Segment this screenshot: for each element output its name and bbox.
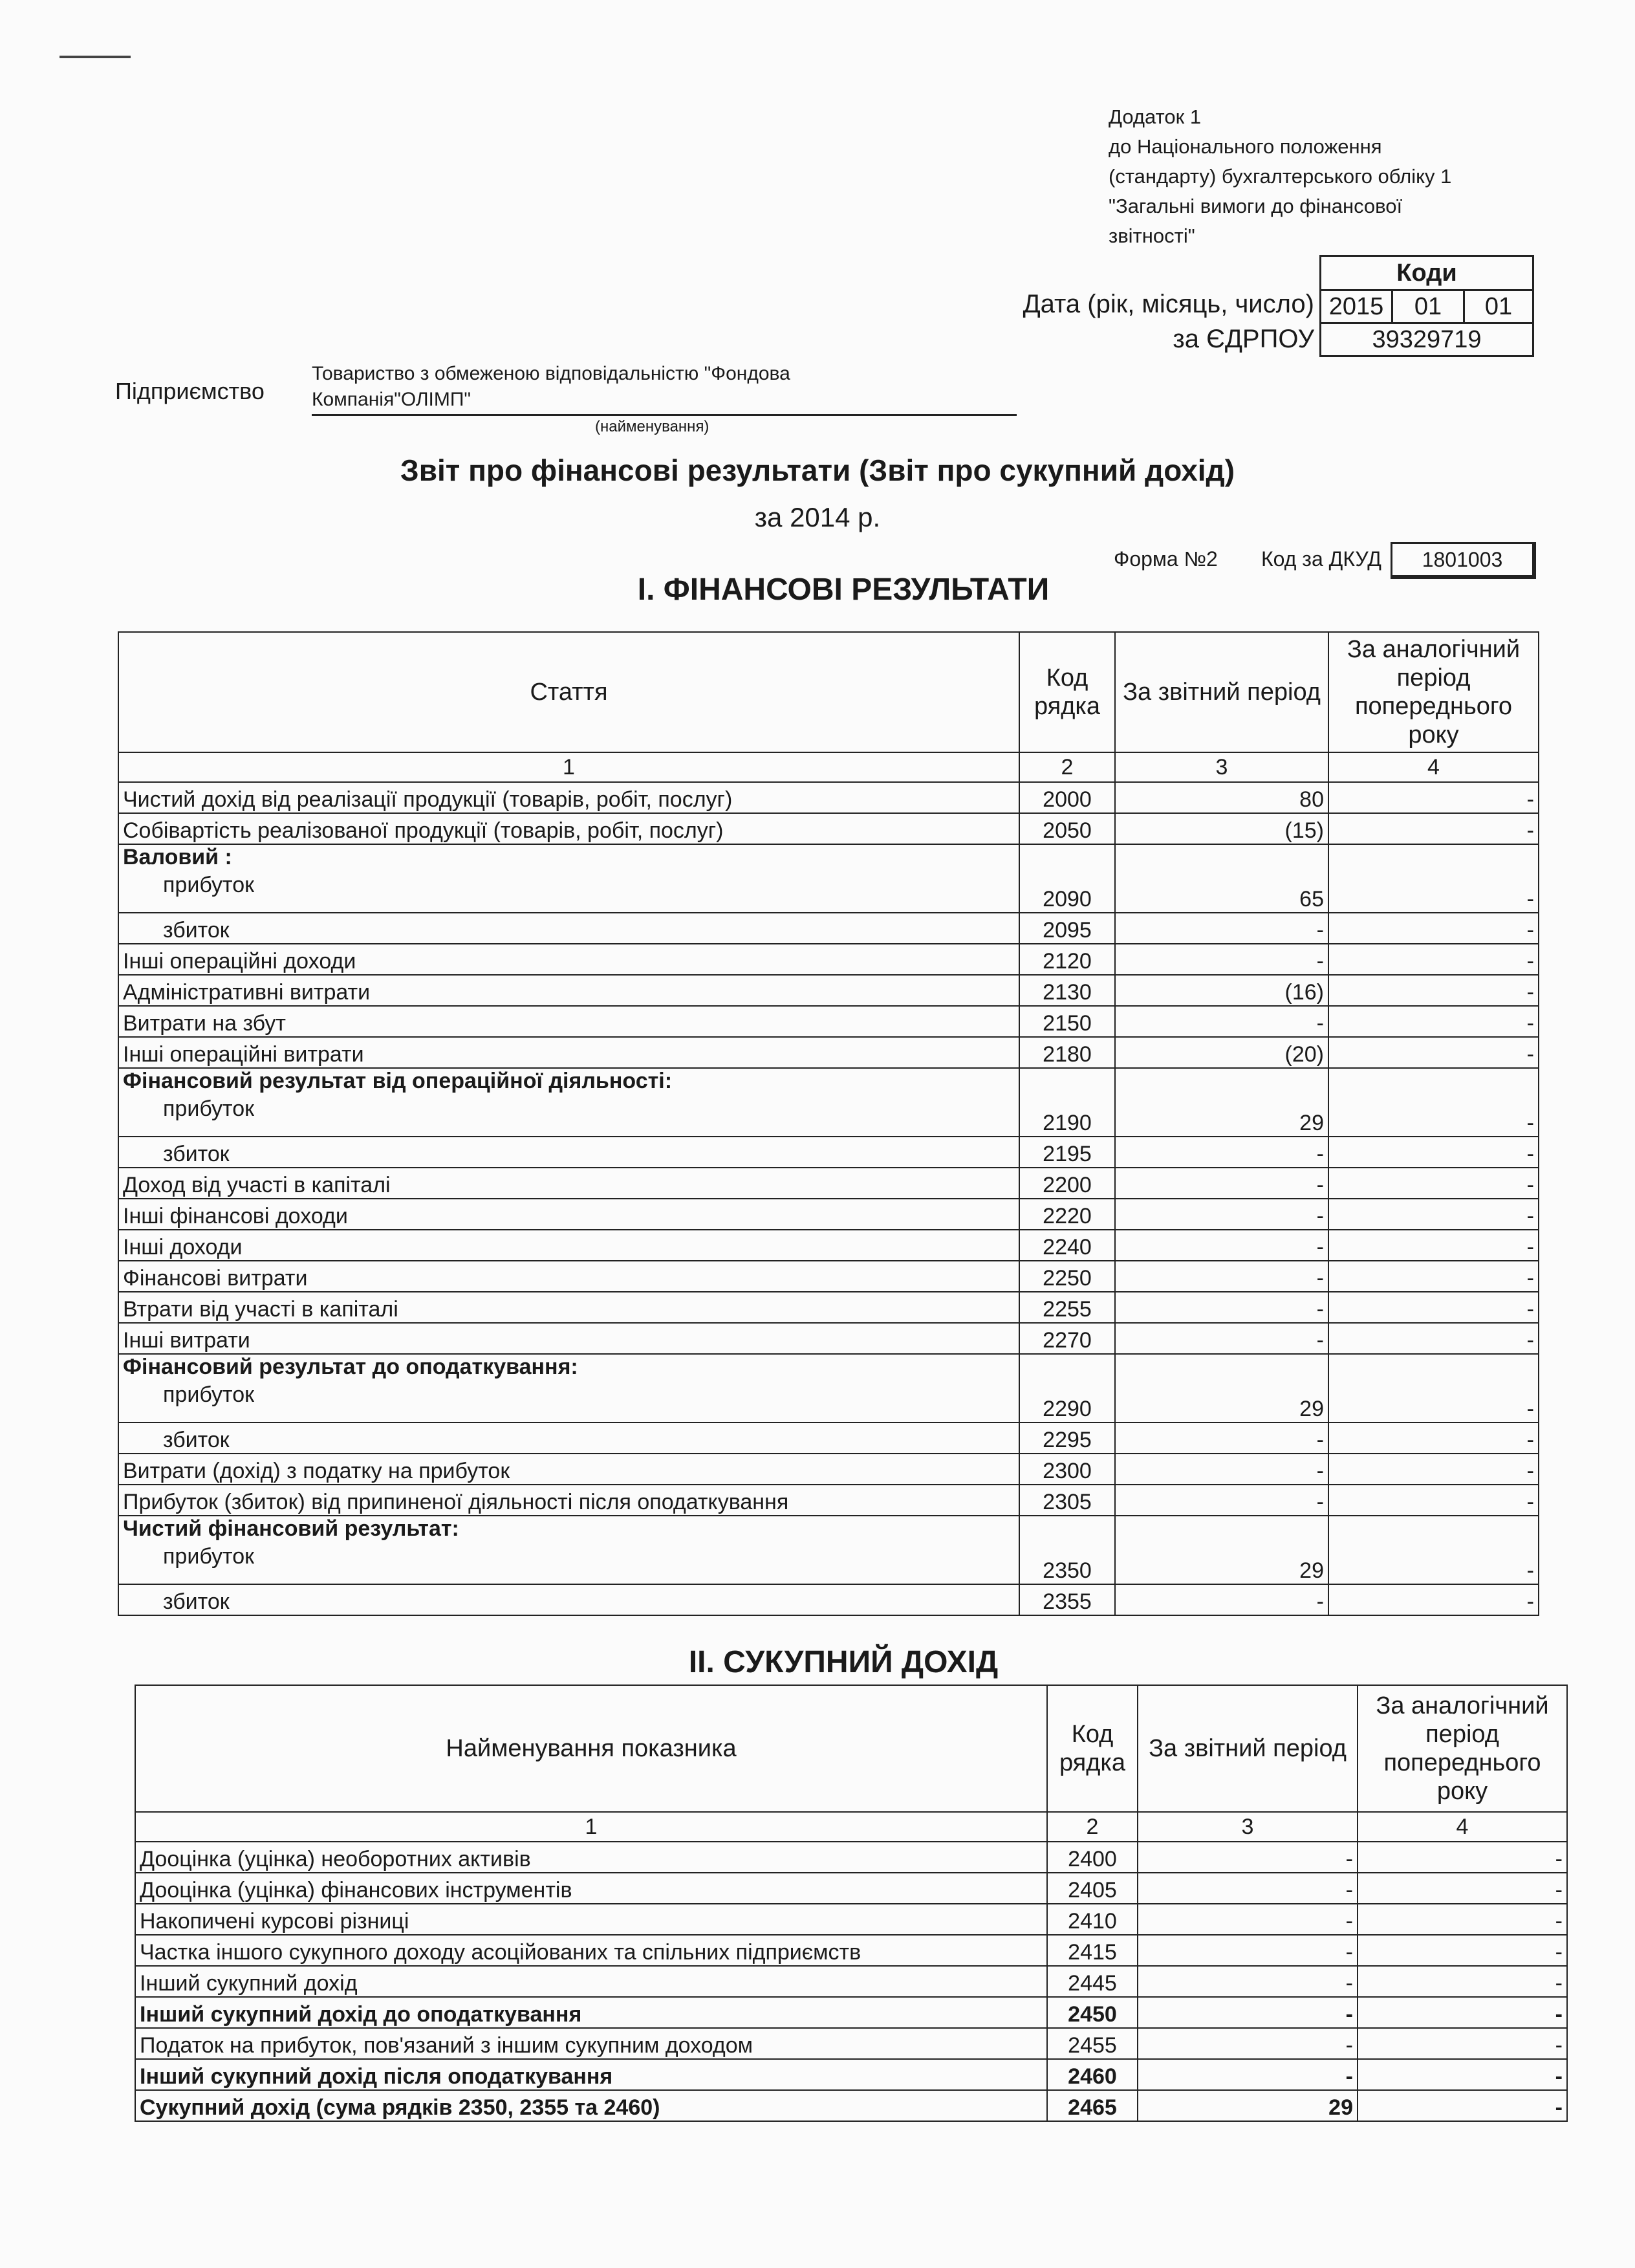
table-row — [135, 1842, 1567, 1873]
row-previous: - — [1358, 2028, 1567, 2059]
row-label — [118, 844, 1019, 913]
row-code: 2465 — [1047, 2090, 1138, 2121]
row-current: - — [1115, 1485, 1328, 1516]
row-previous: - — [1328, 1068, 1539, 1137]
row-label: збиток — [118, 913, 1019, 944]
row-current: - — [1115, 944, 1328, 975]
row-previous: - — [1328, 844, 1539, 913]
row-code: 2295 — [1019, 1423, 1115, 1454]
enterprise-label: Підприємство — [115, 378, 265, 404]
table-row — [118, 1323, 1539, 1354]
row-label: Фінансові витрати — [118, 1261, 1019, 1292]
row-current: - — [1138, 1842, 1358, 1873]
table-row — [135, 2059, 1567, 2090]
group-label: Фінансовий результат до оподаткування: — [123, 1355, 578, 1379]
table-row — [135, 2028, 1567, 2059]
table-row — [118, 1230, 1539, 1261]
row-current: - — [1138, 2059, 1358, 2090]
row-previous: - — [1328, 944, 1539, 975]
col-number: 1 — [135, 1812, 1047, 1842]
row-current: 29 — [1115, 1516, 1328, 1584]
row-previous: - — [1328, 1323, 1539, 1354]
row-code: 2180 — [1019, 1037, 1115, 1068]
row-code: 2090 — [1019, 844, 1115, 913]
enterprise-name — [312, 361, 1017, 416]
date-day: 01 — [1464, 290, 1533, 323]
row-current: - — [1115, 1006, 1328, 1037]
col-number: 3 — [1138, 1812, 1358, 1842]
row-previous: - — [1328, 813, 1539, 844]
group-label: Чистий фінансовий результат: — [123, 1516, 459, 1541]
row-current: (16) — [1115, 975, 1328, 1006]
table-row — [118, 844, 1539, 913]
row-current: 65 — [1115, 844, 1328, 913]
row-code: 2190 — [1019, 1068, 1115, 1137]
row-previous: - — [1328, 913, 1539, 944]
row-current: - — [1138, 1966, 1358, 1997]
row-label: Адміністративні витрати — [118, 975, 1019, 1006]
row-code: 2220 — [1019, 1199, 1115, 1230]
row-label: Інші доходи — [118, 1230, 1019, 1261]
edrpou-label: за ЄДРПОУ — [1173, 325, 1314, 353]
table-row — [118, 1068, 1539, 1137]
col-number: 2 — [1047, 1812, 1138, 1842]
table-row — [118, 1261, 1539, 1292]
col-number: 1 — [118, 752, 1019, 782]
row-label: Доход від участі в капіталі — [118, 1168, 1019, 1199]
report-period: за 2014 р. — [754, 502, 881, 532]
row-current: - — [1115, 1323, 1328, 1354]
enterprise-name-line: Компанія"ОЛІМП" — [312, 389, 471, 410]
row-current: - — [1138, 2028, 1358, 2059]
row-current: - — [1138, 1904, 1358, 1935]
table-row — [118, 1516, 1539, 1584]
row-label: Дооцінка (уцінка) фінансових інструментів — [135, 1873, 1047, 1904]
table-row — [118, 1292, 1539, 1323]
row-code: 2150 — [1019, 1006, 1115, 1037]
table-row — [118, 1423, 1539, 1454]
row-current: - — [1115, 1230, 1328, 1261]
codes-box — [1319, 255, 1534, 357]
table-row — [118, 944, 1539, 975]
row-current: - — [1115, 1261, 1328, 1292]
appendix-line: (стандарту) бухгалтерського обліку 1 — [1109, 165, 1452, 188]
row-previous: - — [1328, 1006, 1539, 1037]
row-current: - — [1115, 1199, 1328, 1230]
row-previous: - — [1328, 1230, 1539, 1261]
row-previous: - — [1328, 1037, 1539, 1068]
row-current: 29 — [1138, 2090, 1358, 2121]
row-current: - — [1115, 1584, 1328, 1615]
report-title: Звіт про фінансові результати (Звіт про сукупний дохід) — [400, 453, 1235, 487]
row-label: Інший сукупний дохід до оподаткування — [135, 1997, 1047, 2028]
table-row — [118, 975, 1539, 1006]
row-current: - — [1115, 1168, 1328, 1199]
row-label-text: прибуток — [163, 1096, 255, 1121]
row-label: Інший сукупний дохід після оподаткування — [135, 2059, 1047, 2090]
row-code: 2120 — [1019, 944, 1115, 975]
row-label: Інші фінансові доходи — [118, 1199, 1019, 1230]
row-previous: - — [1328, 1354, 1539, 1423]
row-label: Інші операційні доходи — [118, 944, 1019, 975]
table-row — [118, 1454, 1539, 1485]
row-label: Інші операційні витрати — [118, 1037, 1019, 1068]
row-code: 2095 — [1019, 913, 1115, 944]
row-code: 2300 — [1019, 1454, 1115, 1485]
table-row — [118, 1485, 1539, 1516]
appendix-line: Додаток 1 — [1109, 105, 1202, 128]
row-label: Витрати (дохід) з податку на прибуток — [118, 1454, 1019, 1485]
row-label: Накопичені курсові різниці — [135, 1904, 1047, 1935]
row-previous: - — [1328, 1199, 1539, 1230]
row-code: 2255 — [1019, 1292, 1115, 1323]
row-previous: - — [1328, 1292, 1539, 1323]
appendix-note — [1109, 102, 1548, 251]
row-label — [118, 1516, 1019, 1584]
row-current: - — [1115, 1454, 1328, 1485]
col-number: 3 — [1115, 752, 1328, 782]
header-current: За звітний період — [1115, 632, 1328, 752]
row-previous: - — [1328, 1485, 1539, 1516]
row-current: - — [1138, 1935, 1358, 1966]
row-label: Втрати від участі в капіталі — [118, 1292, 1019, 1323]
row-previous: - — [1328, 1454, 1539, 1485]
row-label — [118, 1354, 1019, 1423]
row-previous: - — [1328, 975, 1539, 1006]
row-code: 2000 — [1019, 782, 1115, 813]
row-previous: - — [1358, 2090, 1567, 2121]
row-previous: - — [1358, 1904, 1567, 1935]
row-previous: - — [1328, 1261, 1539, 1292]
corner-dash — [60, 56, 131, 58]
row-current: - — [1115, 1423, 1328, 1454]
table-row — [135, 2090, 1567, 2121]
table-row — [135, 1997, 1567, 2028]
table-row — [118, 1006, 1539, 1037]
header-previous: За аналогічний період попереднього року — [1358, 1685, 1567, 1812]
row-code: 2290 — [1019, 1354, 1115, 1423]
row-label: Чистий дохід від реалізації продукції (товарів, робіт, послуг) — [118, 782, 1019, 813]
row-label: Частка іншого сукупного доходу асоційованих та спільних підприємств — [135, 1935, 1047, 1966]
row-code: 2460 — [1047, 2059, 1138, 2090]
dkud-code: 1801003 — [1391, 542, 1536, 579]
row-previous: - — [1358, 1873, 1567, 1904]
row-current: - — [1115, 1137, 1328, 1168]
row-code: 2195 — [1019, 1137, 1115, 1168]
table-row — [118, 782, 1539, 813]
section2-title: ІІ. СУКУПНИЙ ДОХІД — [688, 1645, 999, 1679]
header-indicator: Найменування показника — [135, 1685, 1047, 1812]
form-label: Форма №2 — [1114, 547, 1218, 571]
row-code: 2130 — [1019, 975, 1115, 1006]
table-row — [135, 1873, 1567, 1904]
row-previous: - — [1358, 1935, 1567, 1966]
row-code: 2400 — [1047, 1842, 1138, 1873]
row-label-text: прибуток — [163, 1544, 255, 1569]
appendix-line: звітності" — [1109, 224, 1195, 247]
row-previous: - — [1328, 782, 1539, 813]
row-previous: - — [1358, 2059, 1567, 2090]
row-label: Сукупний дохід (сума рядків 2350, 2355 та 2460) — [135, 2090, 1047, 2121]
date-label: Дата (рік, місяць, число) — [1023, 290, 1314, 318]
row-label-text: прибуток — [163, 1382, 255, 1407]
group-label: Фінансовий результат від операційної діяльності: — [123, 1069, 673, 1093]
row-previous: - — [1328, 1423, 1539, 1454]
header-code: Код рядка — [1047, 1685, 1138, 1812]
row-current: - — [1138, 1997, 1358, 2028]
row-previous: - — [1358, 1842, 1567, 1873]
row-code: 2250 — [1019, 1261, 1115, 1292]
row-label: Дооцінка (уцінка) необоротних активів — [135, 1842, 1047, 1873]
group-label: Валовий : — [123, 845, 232, 869]
row-code: 2405 — [1047, 1873, 1138, 1904]
row-previous: - — [1358, 1966, 1567, 1997]
row-code: 2240 — [1019, 1230, 1115, 1261]
table-row — [135, 1904, 1567, 1935]
row-label: Інші витрати — [118, 1323, 1019, 1354]
row-label — [118, 1068, 1019, 1137]
row-previous: - — [1358, 1997, 1567, 2028]
row-label: Витрати на збут — [118, 1006, 1019, 1037]
row-label: Податок на прибуток, пов'язаний з іншим сукупним доходом — [135, 2028, 1047, 2059]
row-previous: - — [1328, 1168, 1539, 1199]
row-code: 2415 — [1047, 1935, 1138, 1966]
row-current: 29 — [1115, 1068, 1328, 1137]
col-number: 2 — [1019, 752, 1115, 782]
col-number: 4 — [1328, 752, 1539, 782]
header-current: За звітний період — [1138, 1685, 1358, 1812]
table-row — [118, 1584, 1539, 1615]
dkud-label: Код за ДКУД — [1261, 547, 1381, 571]
row-previous: - — [1328, 1137, 1539, 1168]
table-row — [135, 1935, 1567, 1966]
row-label: Інший сукупний дохід — [135, 1966, 1047, 1997]
row-code: 2200 — [1019, 1168, 1115, 1199]
row-code: 2305 — [1019, 1485, 1115, 1516]
row-label: збиток — [118, 1137, 1019, 1168]
row-current: 29 — [1115, 1354, 1328, 1423]
enterprise-name-line: Товариство з обмеженою відповідальністю "Фондова — [312, 363, 790, 384]
row-code: 2270 — [1019, 1323, 1115, 1354]
table-row — [118, 1354, 1539, 1423]
header-code: Код рядка — [1019, 632, 1115, 752]
row-current: (15) — [1115, 813, 1328, 844]
table-row — [118, 913, 1539, 944]
table-row — [118, 1037, 1539, 1068]
header-previous: За аналогічний період попереднього року — [1328, 632, 1539, 752]
row-previous: - — [1328, 1584, 1539, 1615]
header-article: Стаття — [118, 632, 1019, 752]
table-row — [118, 1137, 1539, 1168]
row-current: (20) — [1115, 1037, 1328, 1068]
edrpou-code: 39329719 — [1321, 323, 1533, 356]
codes-header: Коди — [1321, 256, 1533, 290]
comprehensive-income-table — [135, 1685, 1568, 2122]
enterprise-caption: (найменування) — [595, 418, 709, 435]
row-code: 2350 — [1019, 1516, 1115, 1584]
appendix-line: "Загальні вимоги до фінансової — [1109, 195, 1403, 217]
row-label: Собівартість реалізованої продукції (товарів, робіт, послуг) — [118, 813, 1019, 844]
row-current: - — [1115, 1292, 1328, 1323]
row-label-text: прибуток — [163, 873, 255, 897]
financial-results-table — [118, 631, 1539, 1616]
row-code: 2355 — [1019, 1584, 1115, 1615]
row-label: збиток — [118, 1584, 1019, 1615]
table-row — [118, 813, 1539, 844]
row-current: - — [1138, 1873, 1358, 1904]
section1-title: І. ФІНАНСОВІ РЕЗУЛЬТАТИ — [637, 572, 1050, 607]
row-code: 2455 — [1047, 2028, 1138, 2059]
appendix-line: до Національного положення — [1109, 135, 1382, 158]
row-code: 2450 — [1047, 1997, 1138, 2028]
row-current: 80 — [1115, 782, 1328, 813]
row-label: збиток — [118, 1423, 1019, 1454]
table-row — [118, 1168, 1539, 1199]
row-label: Прибуток (збиток) від припиненої діяльності після оподаткування — [118, 1485, 1019, 1516]
row-current: - — [1115, 913, 1328, 944]
row-code: 2445 — [1047, 1966, 1138, 1997]
row-code: 2050 — [1019, 813, 1115, 844]
date-year: 2015 — [1321, 290, 1392, 323]
row-previous: - — [1328, 1516, 1539, 1584]
date-month: 01 — [1392, 290, 1464, 323]
table-row — [135, 1966, 1567, 1997]
col-number: 4 — [1358, 1812, 1567, 1842]
row-code: 2410 — [1047, 1904, 1138, 1935]
table-row — [118, 1199, 1539, 1230]
